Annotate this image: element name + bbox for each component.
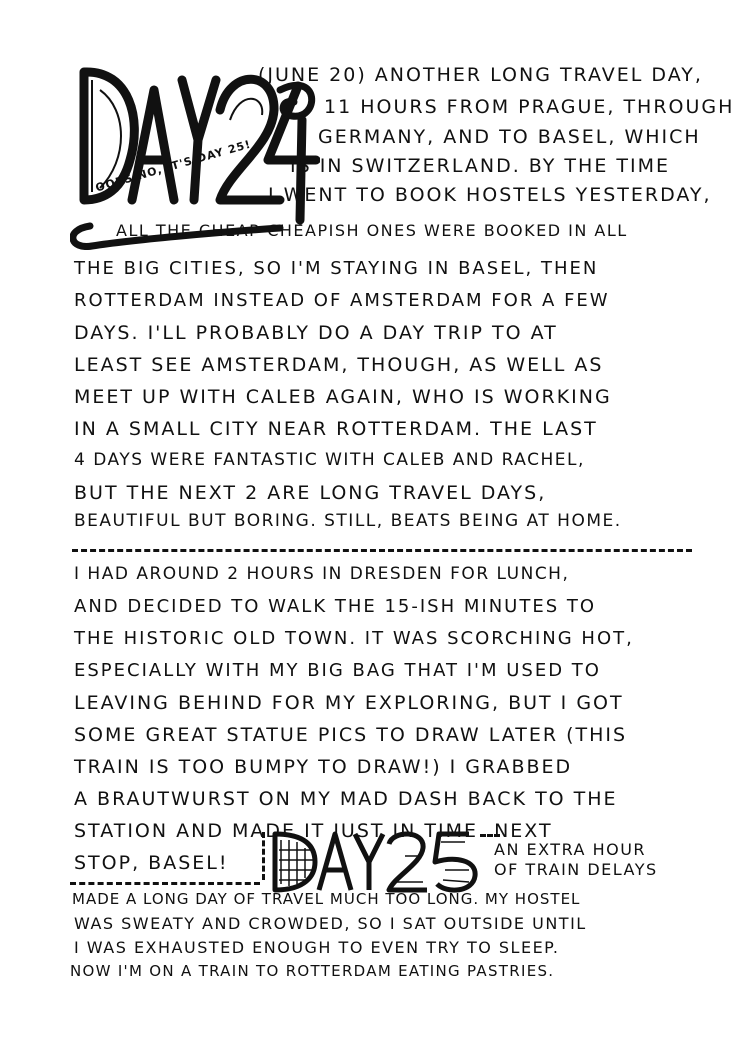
entry-line: STATION AND MADE IT JUST IN TIME. NEXT <box>74 820 553 842</box>
entry-side-line: AN EXTRA HOUR <box>494 840 647 859</box>
heading-border <box>70 882 260 885</box>
entry-line: ALL THE CHEAP-CHEAPISH ONES WERE BOOKED IN ALL <box>116 221 628 240</box>
entry-line: THE BIG CITIES, SO I'M STAYING IN BASEL, THEN <box>74 258 599 279</box>
entry-line: 4 DAYS WERE FANTASTIC WITH CALEB AND RACHEL, <box>74 450 585 470</box>
entry-line: I WENT TO BOOK HOSTELS YESTERDAY, <box>268 184 712 206</box>
entry-line: LEAST SEE AMSTERDAM, THOUGH, AS WELL AS <box>74 354 604 376</box>
entry-line: 11 HOURS FROM PRAGUE, THROUGH <box>324 96 735 118</box>
entry-line: IS IN SWITZERLAND. BY THE TIME <box>290 155 670 177</box>
day26-heading-lettering <box>265 826 485 898</box>
title-correction: OOPS NO, IT'S DAY 25! <box>94 137 253 195</box>
entry-line: TRAIN IS TOO BUMPY TO DRAW!) I GRABBED <box>74 756 573 778</box>
entry-line: BUT THE NEXT 2 ARE LONG TRAVEL DAYS, <box>74 482 547 504</box>
entry-line: AND DECIDED TO WALK THE 15-ISH MINUTES TO <box>74 596 597 617</box>
entry-side-line: OF TRAIN DELAYS <box>494 860 658 879</box>
entry-line: THE HISTORIC OLD TOWN. IT WAS SCORCHING HOT, <box>74 628 634 649</box>
entry-line: BEAUTIFUL BUT BORING. STILL, BEATS BEING AT HOME. <box>74 511 622 531</box>
entry-line: IN A SMALL CITY NEAR ROTTERDAM. THE LAST <box>74 418 598 440</box>
entry-line: (JUNE 20) ANOTHER LONG TRAVEL DAY, <box>258 64 703 86</box>
section-divider <box>72 549 692 552</box>
entry-line: GERMANY, AND TO BASEL, WHICH <box>318 126 701 148</box>
entry-line: MADE A LONG DAY OF TRAVEL MUCH TOO LONG. MY HOSTEL <box>72 890 581 908</box>
entry-line: NOW I'M ON A TRAIN TO ROTTERDAM EATING PASTRIES. <box>70 962 555 980</box>
entry-line: STOP, BASEL! <box>74 852 229 874</box>
entry-line: WAS SWEATY AND CROWDED, SO I SAT OUTSIDE UNTIL <box>74 914 587 933</box>
entry-line: A BRAUTWURST ON MY MAD DASH BACK TO THE <box>74 788 618 810</box>
entry-line: ESPECIALLY WITH MY BIG BAG THAT I'M USED TO <box>74 660 601 681</box>
entry-line: I HAD AROUND 2 HOURS IN DRESDEN FOR LUNCH, <box>74 564 570 584</box>
entry-line: SOME GREAT STATUE PICS TO DRAW LATER (THIS <box>74 724 628 746</box>
entry-line: MEET UP WITH CALEB AGAIN, WHO IS WORKING <box>74 386 612 408</box>
entry-line: ROTTERDAM INSTEAD OF AMSTERDAM FOR A FEW <box>74 290 610 311</box>
entry-line: DAYS. I'LL PROBABLY DO A DAY TRIP TO AT <box>74 322 558 344</box>
entry-line: LEAVING BEHIND FOR MY EXPLORING, BUT I GOT <box>74 692 624 714</box>
entry-line: I WAS EXHAUSTED ENOUGH TO EVEN TRY TO SLEEP. <box>74 938 560 957</box>
